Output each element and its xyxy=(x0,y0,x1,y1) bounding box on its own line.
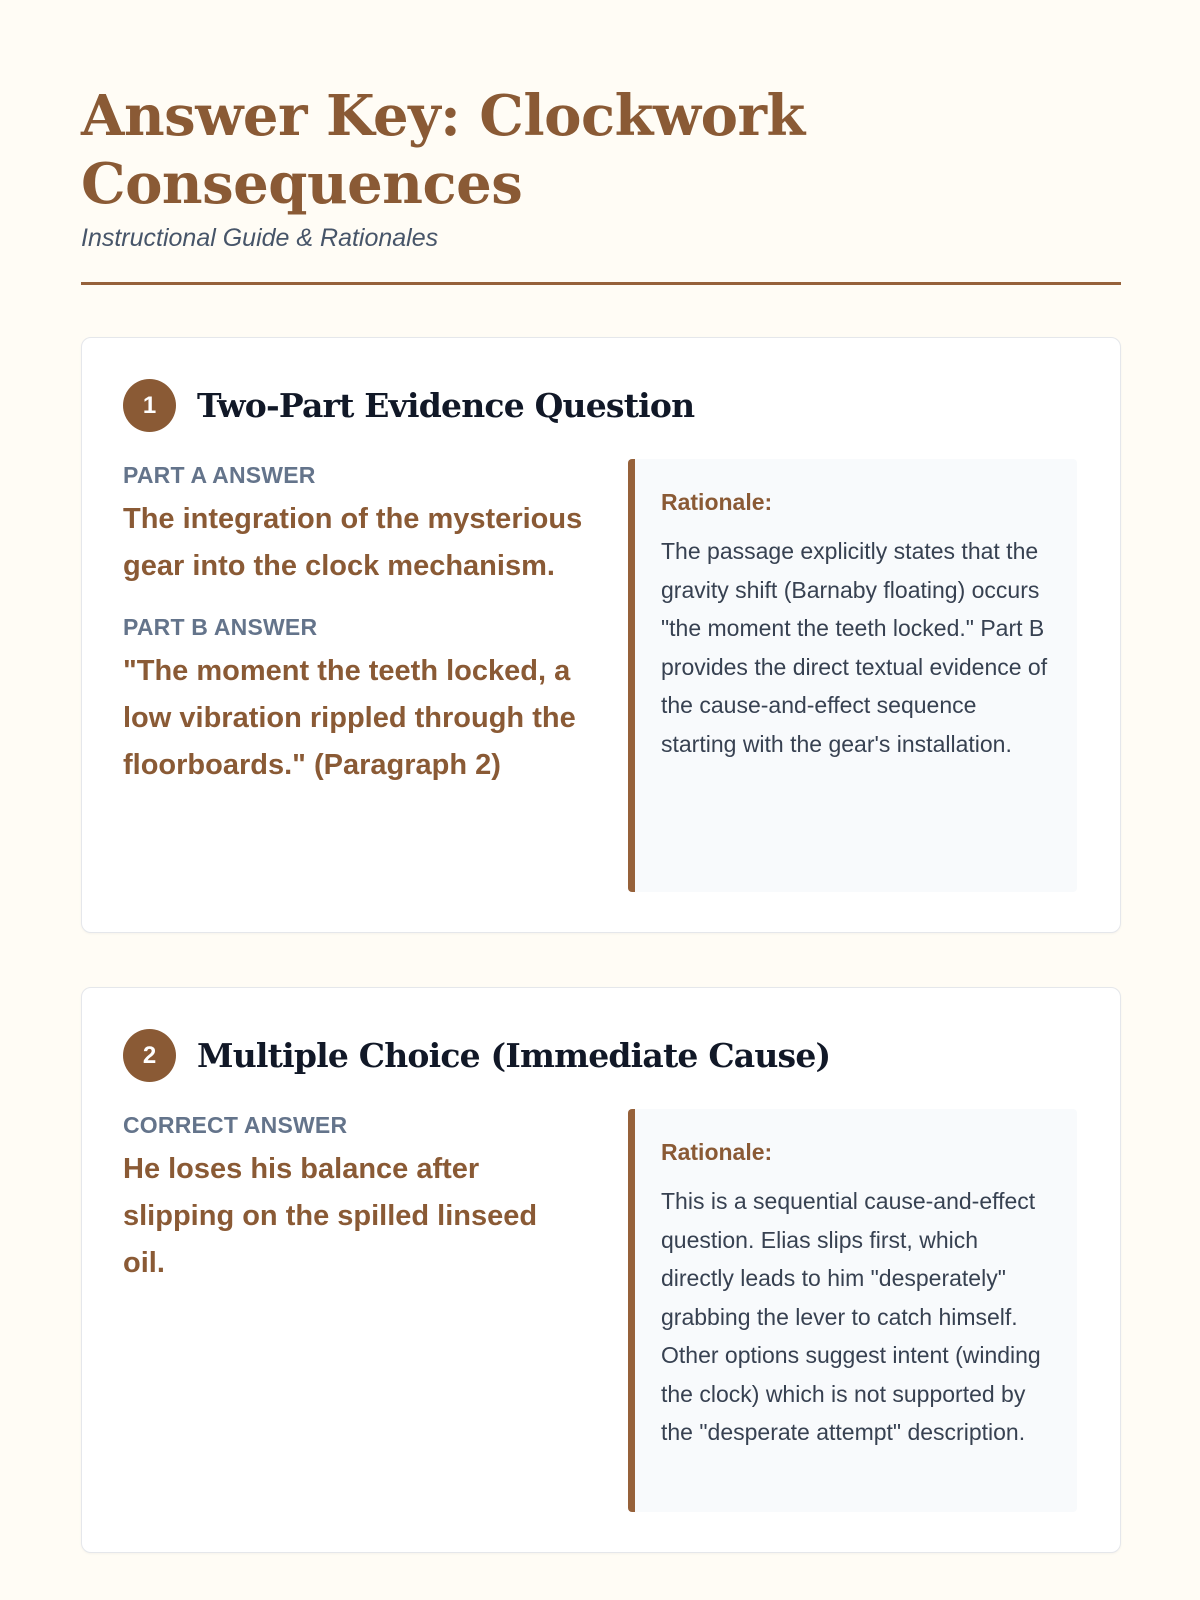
question-card-1 xyxy=(81,337,1121,933)
header-divider xyxy=(81,282,1121,285)
answer-label: CORRECT ANSWER xyxy=(123,1112,348,1138)
answer-text: "The moment the teeth locked, a low vibration rippled through the floorboards." (Paragraph 2) xyxy=(123,655,576,781)
page-header xyxy=(81,0,1121,285)
rationale-label: Rationale: xyxy=(661,1139,773,1165)
answer-label: PART B ANSWER xyxy=(123,614,318,640)
answer-part-a xyxy=(123,460,583,590)
answers-column xyxy=(123,460,583,789)
rationale-box xyxy=(628,459,1077,892)
question-title: Multiple Choice (Immediate Cause) xyxy=(197,1036,831,1075)
rationale-text: The passage explicitly states that the gravity shift (Barnaby floating) occurs "the moment the teeth locked." Part B provides the direct textual evidence of the cause-and-effect sequence starting with the gear's installation. xyxy=(661,538,1048,757)
rationale-text: This is a sequential cause-and-effect question. Elias slips first, which directly leads to him "desperately" grabbing the lever to catch himself. Other options suggest intent (winding the clock) which is not supported by the "desperate attempt" description. xyxy=(661,1188,1041,1445)
answer-key-page xyxy=(81,0,1121,1445)
question-header xyxy=(123,1029,830,1082)
answers-column xyxy=(123,1110,583,1287)
question-card-2 xyxy=(81,987,1121,1553)
question-title: Two-Part Evidence Question xyxy=(197,386,695,425)
answer-part-b xyxy=(123,612,583,789)
answer-text: He loses his balance after slipping on the spilled linseed oil. xyxy=(123,1153,538,1279)
question-header xyxy=(123,379,694,432)
page-title: Answer Key: Clockwork Consequences xyxy=(81,83,805,217)
question-number-badge: 1 xyxy=(123,379,176,432)
answer-text: The integration of the mysterious gear into the clock mechanism. xyxy=(123,503,583,582)
answer-label: PART A ANSWER xyxy=(123,462,316,488)
question-number-badge: 2 xyxy=(123,1029,176,1082)
page-subtitle: Instructional Guide & Rationales xyxy=(81,224,439,252)
rationale-box xyxy=(628,1109,1077,1512)
answer-correct xyxy=(123,1110,583,1287)
rationale-label: Rationale: xyxy=(661,489,773,515)
